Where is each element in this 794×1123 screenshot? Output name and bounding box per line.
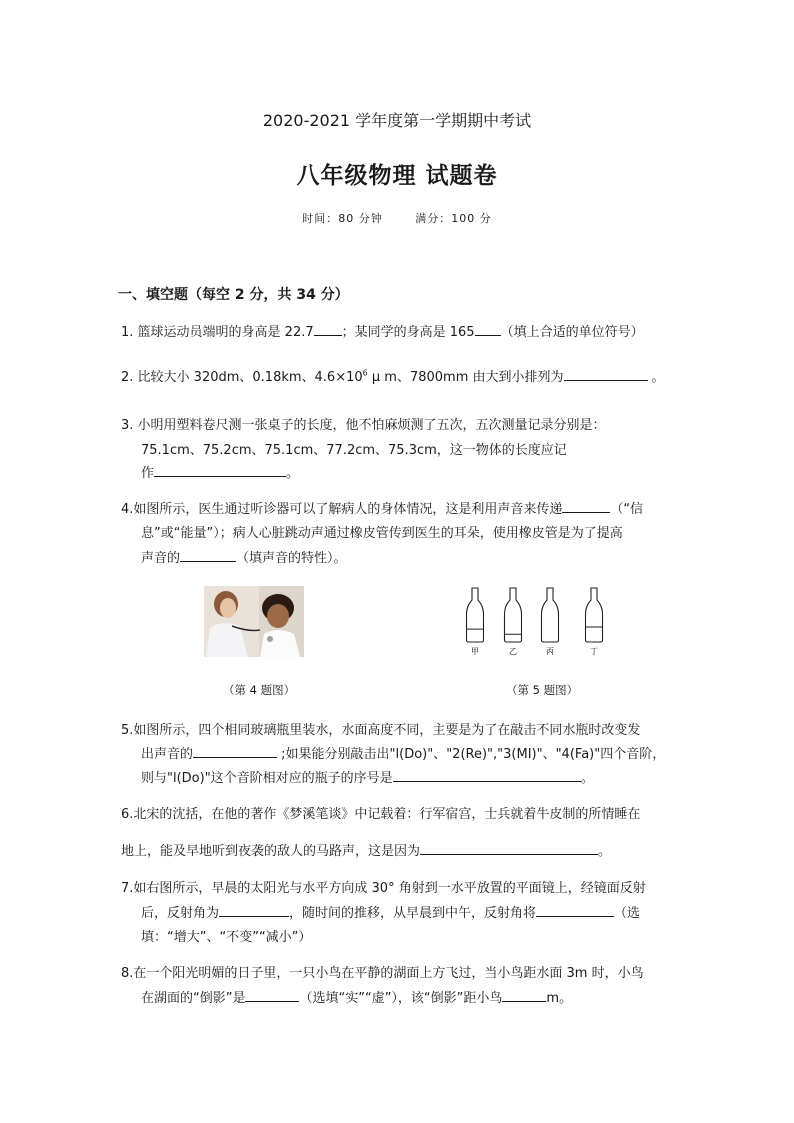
bottle-water-2 xyxy=(505,634,521,640)
bottle-water-4 xyxy=(586,627,602,640)
bottle-label-4: 丁 xyxy=(590,647,598,656)
question-8-line-1: 8.在一个阳光明媚的日子里，一只小鸟在平静的湖面上方飞过，当小鸟距水面 3m 时，小鸟 xyxy=(121,966,644,981)
question-5-line-2 xyxy=(141,743,665,762)
exam-meta xyxy=(0,210,794,226)
question-2 xyxy=(121,366,665,385)
question-3-line-1: 3. 小明用塑料卷尺测一张桌子的长度，他不怕麻烦测了五次，五次测量记录分别是： xyxy=(121,418,606,433)
figure-5-caption: （第 5 题图） xyxy=(506,683,579,697)
q4-text-b: （“信 xyxy=(610,502,644,517)
q5-text-c: 则与"l(Do)"这个音阶相对应的瓶子的序号是 xyxy=(141,771,393,786)
bottle-1 xyxy=(467,588,484,656)
question-4-line-3 xyxy=(141,547,347,566)
q1-text-c: （填上合适的单位符号） xyxy=(500,325,644,340)
question-1 xyxy=(121,321,644,340)
q8-text-c: m。 xyxy=(546,991,573,1006)
doctor-child-photo xyxy=(204,586,304,657)
q8-text-a: 在湖面的“倒影”是 xyxy=(141,991,246,1006)
section-heading: 一、填空题（每空 2 分，共 34 分） xyxy=(118,287,349,303)
q2-text-a: 2. 比较大小 320dm、0.18km、4.6×10 xyxy=(121,370,363,385)
question-8-line-2 xyxy=(141,987,572,1006)
bottle-4 xyxy=(586,588,603,656)
q6-blank[interactable] xyxy=(420,841,598,855)
q2-blank[interactable] xyxy=(564,367,648,381)
q4-blank-2[interactable] xyxy=(180,548,236,562)
q7-text-c: （选 xyxy=(614,906,641,921)
q1-blank-1[interactable] xyxy=(314,322,342,336)
question-4-line-1 xyxy=(121,498,643,517)
q6-text-b: 。 xyxy=(598,844,612,859)
question-7-line-2 xyxy=(141,902,640,921)
bottle-label-2: 乙 xyxy=(509,647,517,656)
q8-text-b: （选填“实”“虚”），该“倒影”距小鸟 xyxy=(299,991,503,1006)
q8-blank-1[interactable] xyxy=(245,988,299,1002)
q8-blank-2[interactable] xyxy=(502,988,546,1002)
q7-text-a: 后，反射角为 xyxy=(141,906,220,921)
question-6-line-2 xyxy=(121,840,611,859)
score-label: 满分：100 分 xyxy=(415,212,492,225)
bottle-outline-3 xyxy=(542,588,559,642)
q2-exponent: 6 xyxy=(362,368,368,378)
q6-text-a: 地上，能及早地听到夜袭的敌人的马路声，这是因为 xyxy=(121,844,421,859)
question-6-line-1: 6.北宋的沈括，在他的著作《梦溪笔谈》中记载着：行军宿宫，士兵就着牛皮制的所情睡在 xyxy=(121,807,641,822)
q4-text-d: （填声音的特性）。 xyxy=(236,551,347,566)
bottles-figure xyxy=(458,584,618,658)
question-5-line-1: 5.如图所示，四个相同玻璃瓶里装水，水面高度不同，主要是为了在敲击不同水瓶时改变发 xyxy=(121,723,641,738)
question-7-line-1: 7.如右图所示，早晨的太阳光与水平方向成 30° 角射到一水平放置的平面镜上，经镜面反射 xyxy=(121,881,646,896)
bottle-label-1: 甲 xyxy=(471,647,479,656)
bottle-2 xyxy=(505,588,522,656)
q5-blank-1[interactable] xyxy=(193,744,277,758)
bottle-label-3: 丙 xyxy=(546,647,554,656)
time-label: 时间：80 分钟 xyxy=(302,212,383,225)
q7-blank-1[interactable] xyxy=(219,903,289,917)
q2-text-b: μ m、7800mm 由大到小排列为 xyxy=(367,370,564,385)
q5-blank-2[interactable] xyxy=(393,768,581,782)
q4-text-c: 声音的 xyxy=(141,551,181,566)
q1-blank-2[interactable] xyxy=(475,322,501,336)
question-7-line-3: 填：“增大”、“不变”“减小”） xyxy=(141,930,312,945)
q1-text-b: ；某同学的身高是 165 xyxy=(341,325,475,340)
q1-text-a: 1. 篮球运动员端明的身高是 22.7 xyxy=(121,325,314,340)
question-3-line-3 xyxy=(141,462,299,481)
q4-blank-1[interactable] xyxy=(562,499,610,513)
question-5-line-3 xyxy=(141,767,594,786)
q5-text-b: ;如果能分别敲击出"l(Do)"、"2(Re)","3(MI)"、"4(Fa)"四个音阶， xyxy=(277,747,666,762)
bottle-3 xyxy=(542,588,559,656)
figure-4-caption: （第 4 题图） xyxy=(223,683,296,697)
q3-text-a: 作 xyxy=(141,466,155,481)
q3-text-b: 。 xyxy=(286,466,300,481)
question-4-line-2: 息”或“能量”）；病人心脏跳动声通过橡皮管传到医生的耳朵，使用橡皮管是为了提高 xyxy=(141,526,623,541)
bottle-water-1 xyxy=(467,629,483,640)
q3-blank[interactable] xyxy=(154,463,286,477)
q4-text-a: 4.如图所示，医生通过听诊器可以了解病人的身体情况，这是利用声音来传递 xyxy=(121,502,563,517)
q2-text-c: 。 xyxy=(647,370,665,385)
question-3-line-2: 75.1cm、75.2cm、75.1cm、77.2cm、75.3cm，这一物体的长度应记 xyxy=(141,443,567,458)
q5-text-a: 出声音的 xyxy=(141,747,194,762)
exam-subtitle: 2020-2021 学年度第一学期期中考试 xyxy=(262,111,532,130)
q7-blank-2[interactable] xyxy=(536,903,614,917)
q7-text-b: ，随时间的推移，从早晨到中午，反射角将 xyxy=(289,906,537,921)
q5-text-d: 。 xyxy=(580,771,594,786)
exam-title: 八年级物理 试题卷 xyxy=(296,163,498,189)
